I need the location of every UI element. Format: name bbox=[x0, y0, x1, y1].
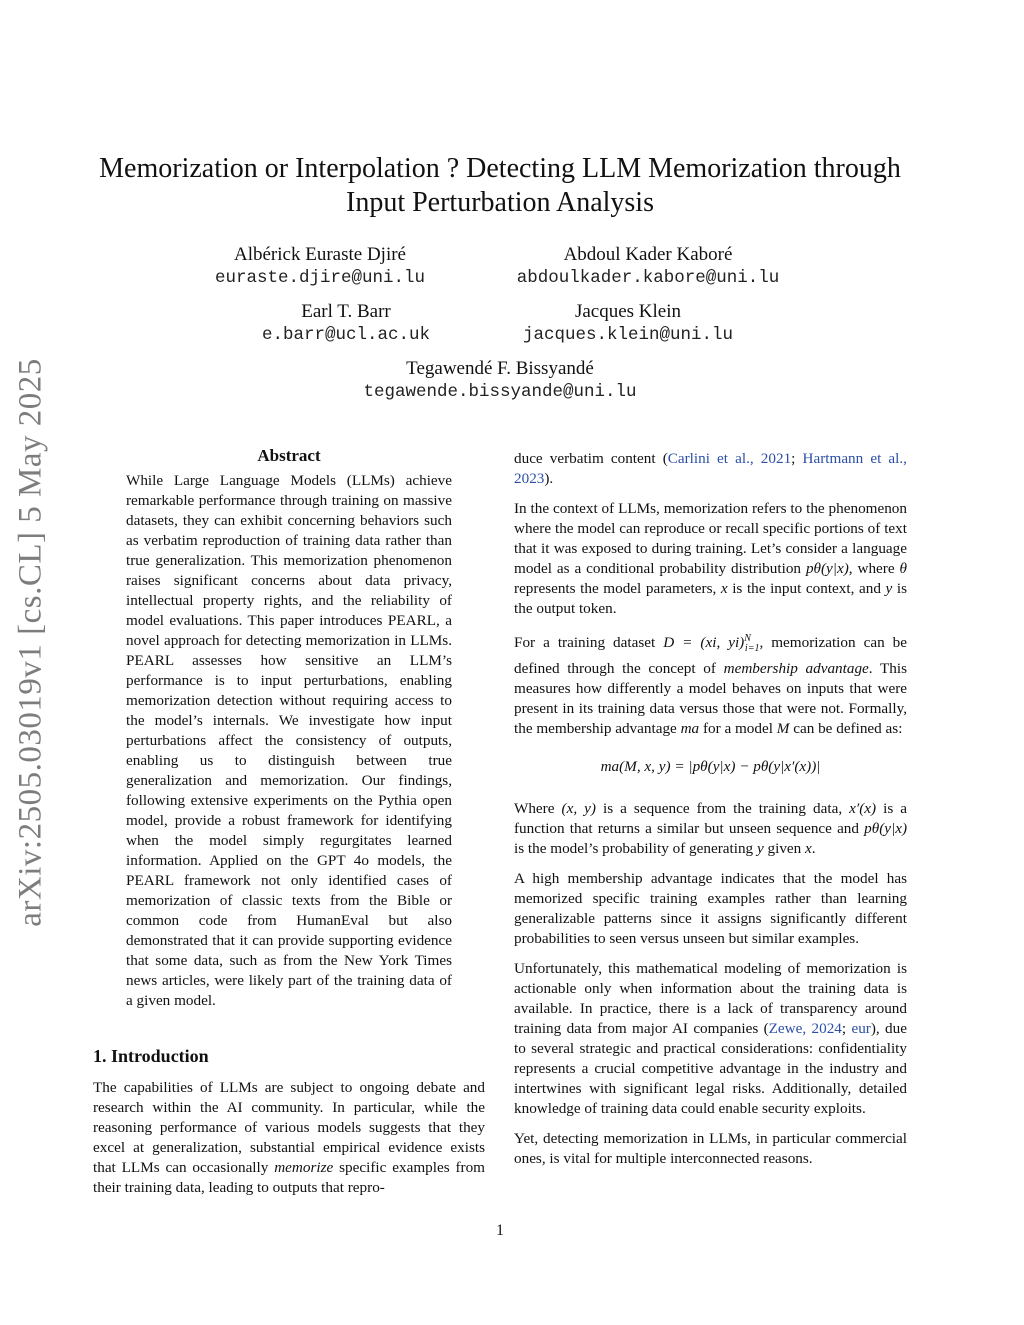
paragraph: Where (x, y) is a sequence from the training data, x′(x) is a function that returns a similar but unseen sequence and pθ(y|x) is the model’s probability of generating y given x. bbox=[514, 800, 908, 858]
math-inline: M bbox=[776, 720, 790, 738]
math-inline: x bbox=[805, 840, 812, 858]
author-1 bbox=[160, 243, 480, 291]
math-inline: y bbox=[756, 840, 764, 858]
author-email: tegawende.bissyande@uni.lu bbox=[363, 382, 637, 402]
arxiv-stamp bbox=[8, 355, 54, 930]
citation-link[interactable]: Carlini et al., 2021 bbox=[667, 450, 792, 467]
author-email: e.barr@ucl.ac.uk bbox=[261, 325, 431, 345]
author-name: Tegawendé F. Bissyandé bbox=[406, 358, 594, 379]
math-inline: pθ(y|x) bbox=[864, 820, 907, 838]
title-line-1: Memorization or Interpolation ? Detecting LLM Memorization through bbox=[99, 153, 901, 184]
math-inline: y bbox=[885, 580, 893, 597]
author-name: Albérick Euraste Djiré bbox=[234, 244, 406, 265]
math-inline: pθ(y|x) bbox=[805, 560, 849, 577]
paper-title bbox=[90, 152, 910, 220]
author-2 bbox=[488, 243, 808, 291]
intro-paragraph: The capabilities of LLMs are subject to ongoing debate and research within the AI community. In particular, while the reasoning performance of various models suggests that they excel at generalization, substantial empirical evidence exists that LLMs can occasionally memorize specific examples from their training data, leading to outputs that repro- bbox=[93, 1079, 485, 1196]
paragraph: For a training dataset D = (xi, yi)$^N_{i=1}$, memorization can be defined through the concept of membership advantage. This measures how differently a model behaves on inputs that were present in its training data versus those that were not. Formally, the membership advantage ma for a model M can be defined as: bbox=[514, 633, 907, 738]
equation: ma(M, x, y) = |pθ(y|x) − pθ(y|x′(x))| bbox=[600, 758, 821, 776]
author-email: abdoulkader.kabore@uni.lu bbox=[516, 268, 780, 288]
introduction-section bbox=[93, 1046, 485, 1208]
paragraph: In the context of LLMs, memorization refers to the phenomenon where the model can reproduce or recall specific portions of text that it was exposed to during training. Let’s consider a language model as a conditional probability distribution pθ(y|x), where θ represents the model parameters, x is the input context, and y is the output token. bbox=[514, 500, 907, 617]
abstract bbox=[126, 446, 452, 1011]
author-name: Earl T. Barr bbox=[301, 301, 391, 322]
citation-link[interactable]: eur bbox=[851, 1020, 871, 1038]
abstract-text: While Large Language Models (LLMs) achieve remarkable performance through training on massive datasets, they can exhibit concerning behaviors such as verbatim reproduction of training data rather than true generalization. This memorization phenomenon raises significant concerns about data privacy, intellectual property rights, and the reliability of model evaluations. This paper introduces PEARL, a novel approach for detecting memorization in LLMs. PEARL assesses how sensitive an LLM’s performance is to input perturbations, enabling memorization detection without requiring access to the model’s internals. We investigate how input perturbations affect the consistency of outputs, enabling us to distinguish between true generalization and memorization. Our findings, following extensive experiments on the Pythia open model, provide a robust framework for identifying when the model simply regurgitates learned information. Applied on the GPT 4o models, the PEARL framework not only identified cases of memorization of classic texts from the Bible or common code from HumanEval but also demonstrated that it can provide supporting evidence that some data, such as from the New York Times news articles, were likely part of the training data of a given model. bbox=[126, 472, 452, 1009]
math-inline: θ bbox=[899, 560, 907, 577]
paragraph: Yet, detecting memorization in LLMs, in particular commercial ones, is vital for multiple interconnected reasons. bbox=[514, 1130, 907, 1168]
citation-link[interactable]: Zewe, 2024 bbox=[768, 1020, 842, 1038]
paragraph: A high membership advantage indicates that the model has memorized specific training examples rather than learning generalizable patterns since it assigns significantly different probabilities to seen versus unseen but similar examples. bbox=[514, 870, 907, 948]
author-email: jacques.klein@uni.lu bbox=[522, 325, 734, 345]
author-3 bbox=[186, 300, 506, 348]
title-line-2: Input Perturbation Analysis bbox=[346, 187, 654, 218]
author-name: Jacques Klein bbox=[574, 301, 682, 322]
right-column bbox=[514, 449, 907, 1179]
author-name: Abdoul Kader Kaboré bbox=[563, 244, 733, 265]
paragraph: duce verbatim content (Carlini et al., 2021; Hartmann et al., 2023). bbox=[514, 450, 907, 487]
author-4 bbox=[468, 300, 788, 348]
page-number: 1 bbox=[496, 1222, 504, 1239]
math-inline: x bbox=[720, 580, 728, 597]
author-5 bbox=[320, 357, 680, 405]
abstract-heading: Abstract bbox=[257, 446, 321, 465]
math-inline: (x, y) bbox=[561, 800, 596, 818]
math-inline: x′(x) bbox=[849, 800, 877, 818]
author-email: euraste.djire@uni.lu bbox=[214, 268, 426, 288]
section-heading: 1. Introduction bbox=[93, 1046, 209, 1066]
math-inline: ma bbox=[680, 720, 700, 738]
arxiv-id: arXiv:2505.03019v1 [cs.CL] 5 May 2025 bbox=[12, 358, 49, 927]
citation-link[interactable]: Hartmann et al., 2023 bbox=[514, 450, 907, 487]
paragraph: Unfortunately, this mathematical modeling of memorization is actionable only when information about the training data is available. In practice, there is a lack of transparency around training data from major AI companies (Zewe, 2024; eur), due to several strategic and practical considerations: confidentiality represents a crucial competitive advantage in the industry and intertwines with significant legal risks. Additionally, detailed knowledge of training data could enable security exploits. bbox=[514, 960, 907, 1118]
math-inline: D = (xi, yi) bbox=[663, 634, 745, 652]
